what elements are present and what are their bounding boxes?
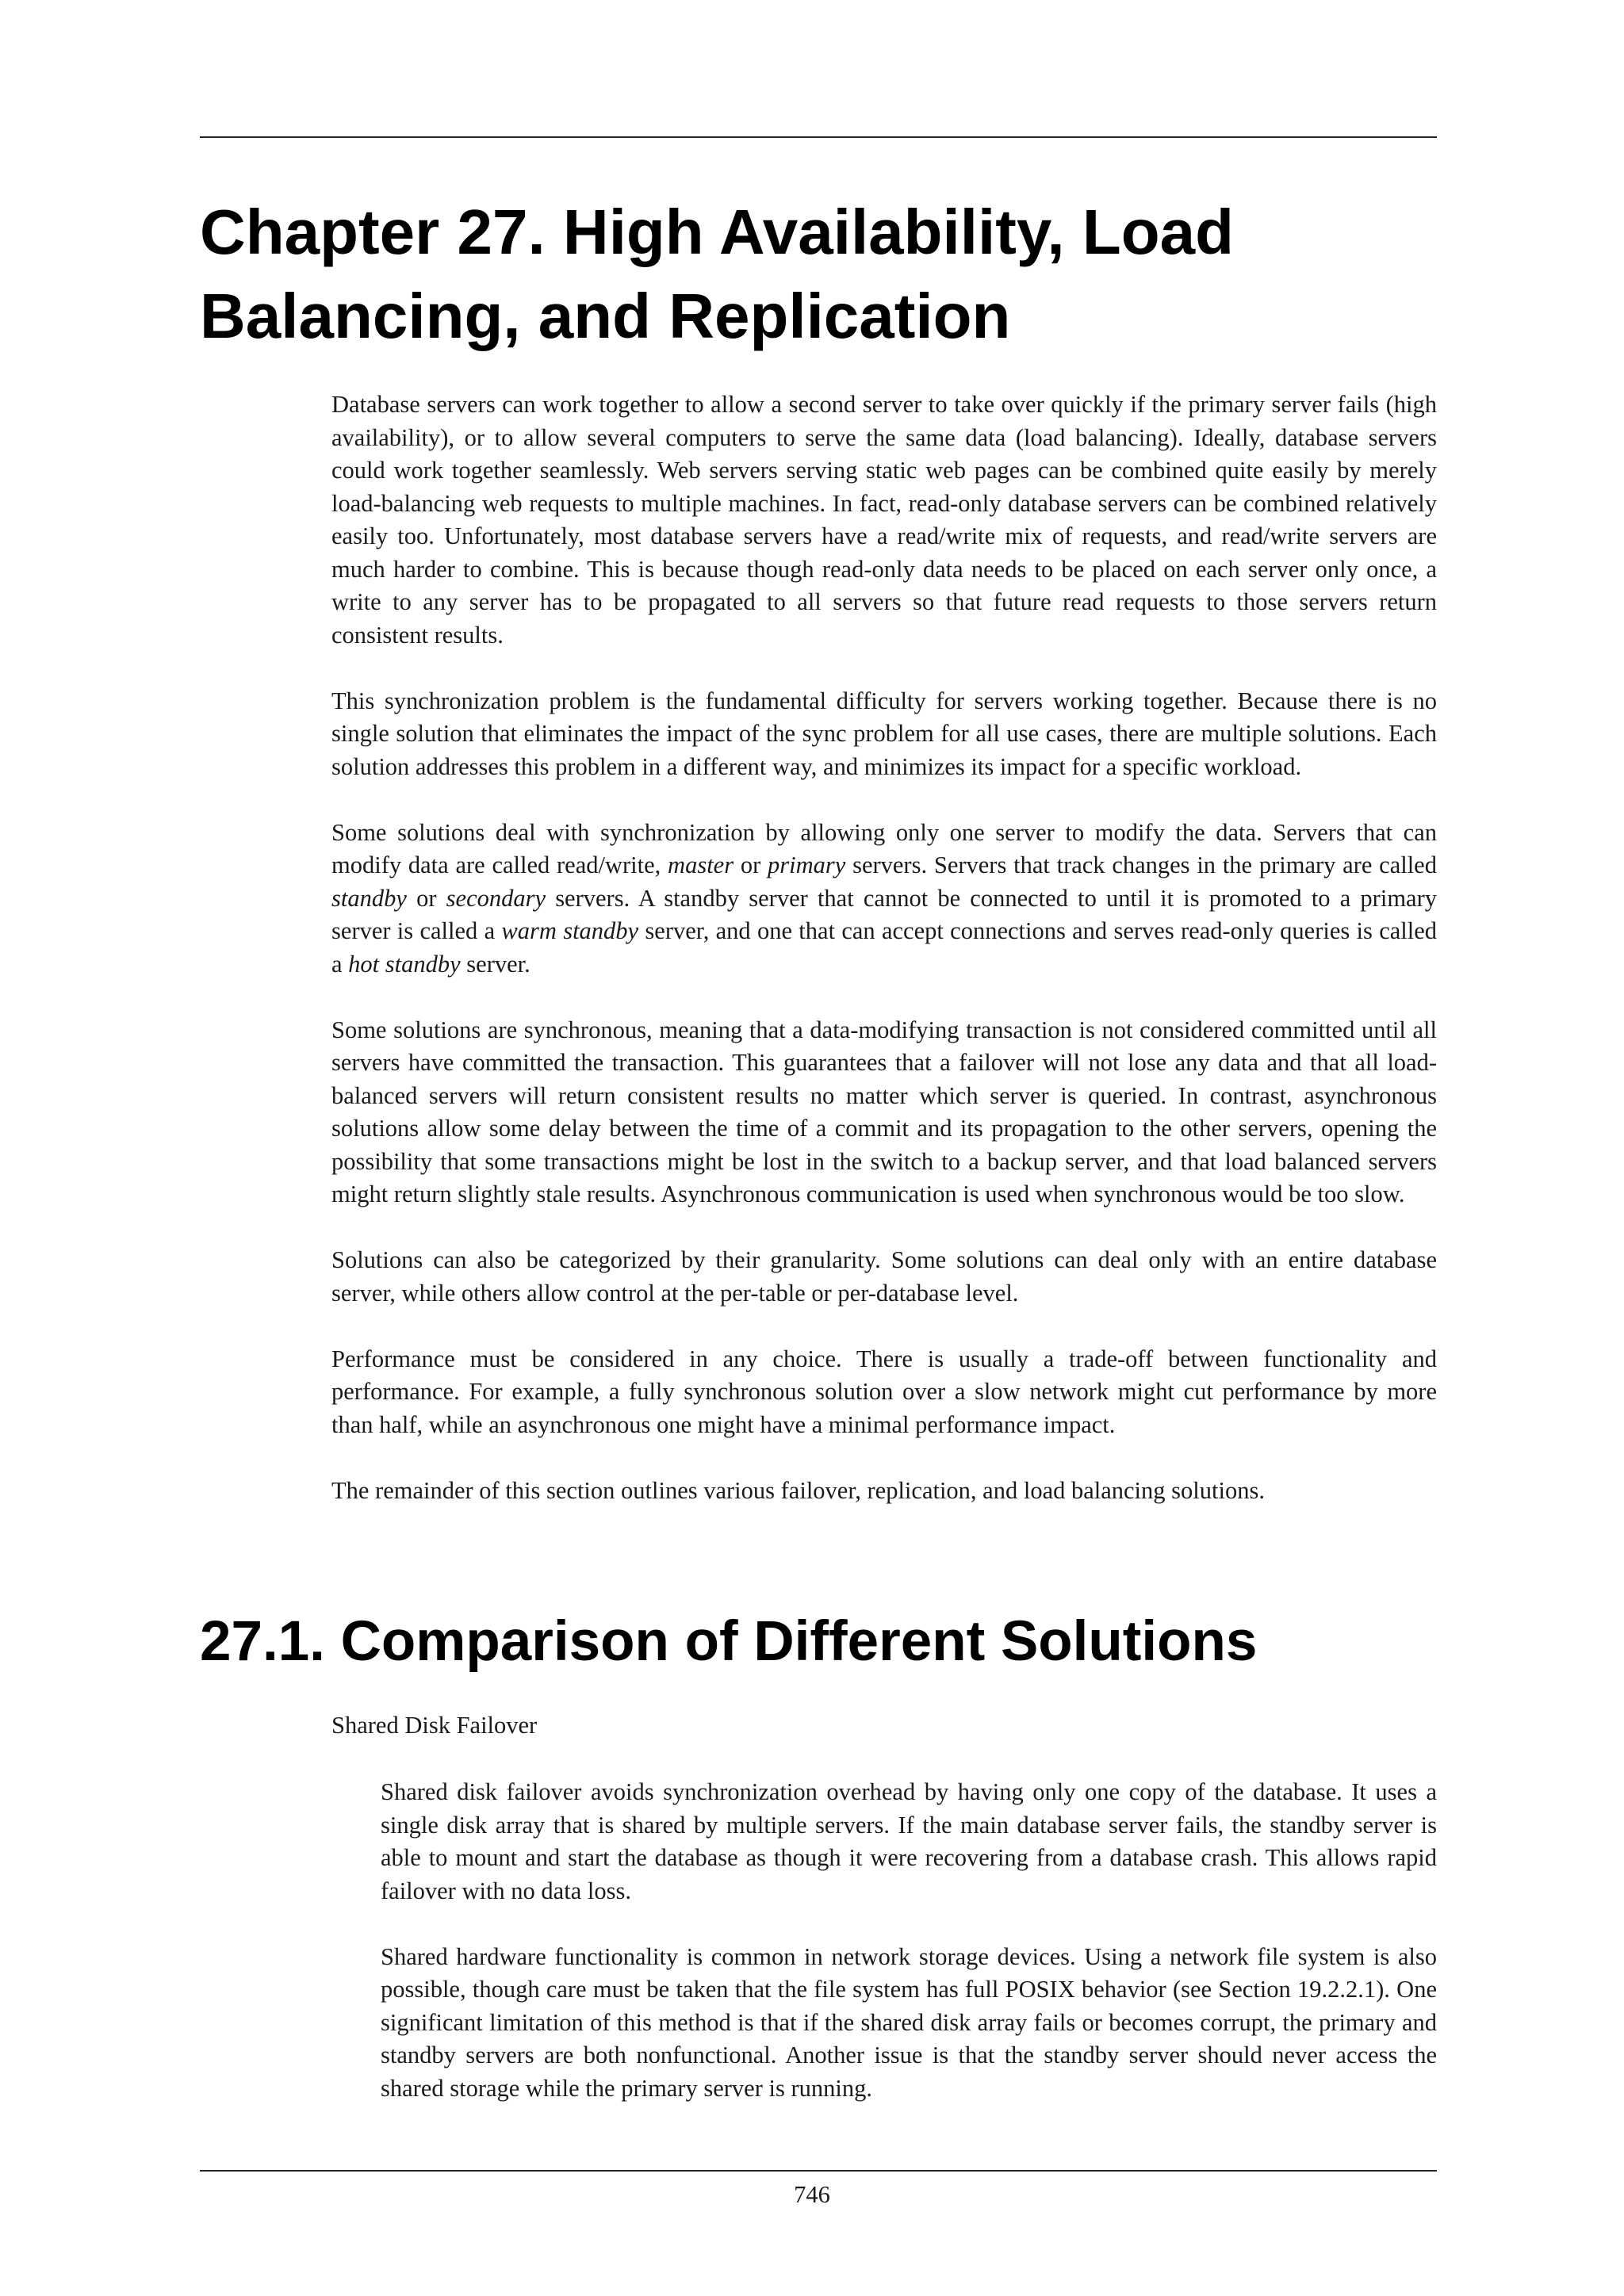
text-run: server, and one that can accept connections and serves read-only queries is called a [331,917,1438,978]
text-run: servers. Servers that track changes in the primary are called [845,851,1437,878]
section-title: 27.1. Comparison of Different Solutions [200,1610,1258,1673]
term-standby: standby [331,884,407,912]
text-run: servers. A standby server that cannot be connected to until it is promoted to a primary server is called a [331,884,1437,944]
intro-paragraph-7: The remainder of this section outlines various failover, replication, and load balancing solutions. [331,1476,1265,1504]
term-warm-standby: warm standby [501,917,639,944]
varlist-definition [381,1776,1437,2105]
intro-paragraph-3 [331,817,1437,982]
definition-paragraph-1: Shared disk failover avoids synchronization overhead by having only one copy of the database. It uses a single disk array that is shared by multiple servers. If the main database server fails, the standby server is able to mount and start the database as though it were recovering from a database crash. This allows rapid failover with no data loss. [381,1778,1437,1904]
page-number: 746 [794,2181,830,2208]
footer-rule [200,2170,1437,2172]
term-secondary: secondary [446,884,546,912]
intro-paragraph-1: Database servers can work together to allow a second server to take over quickly if the primary server fails (high availability), or to allow several computers to serve the same data (load balancing). Ideally, database servers could work together seamlessly. Web servers serving static web pages can be combined quite easily by merely load-balancing web requests to multiple machines. In fact, read-only database servers can be combined relatively easily too. Unfortunately, most database servers have a read/write mix of requests, and read/write servers are much harder to combine. This is because though read-only data needs to be placed on each server only once, a write to any server has to be propagated to all servers so that future read requests to those servers return consistent results. [331,391,1437,649]
text-run: Shared hardware functionality is common in network storage devices. Using a network file system is also possible, though care must be taken that the file system has full POSIX behavior (see Section 19.2.2.1). One significant limitation of this method is that if the shared disk array fails or becomes corrupt, the primary and standby servers are both nonfunctional. Another issue is that the standby server should never access the shared storage while the primary server is running. [381,1942,1437,2102]
intro-paragraph-5: Solutions can also be categorized by their granularity. Some solutions can deal only with an entire database server, while others allow control at the per-table or per-database level. [331,1246,1437,1307]
text-run: or [406,884,446,912]
text-run: Some solutions deal with synchronization by allowing only one server to modify the data. Servers that can modify data are called read/write, [331,818,1437,878]
chapter-intro [331,388,1437,1507]
intro-paragraph-4: Some solutions are synchronous, meaning that a data-modifying transaction is not considered committed until all servers have committed the transaction. This guarantees that a failover will not lose any data and that all load-balanced servers will return consistent results no matter which server is queried. In contrast, asynchronous solutions allow some delay between the time of a commit and its propagation to the other servers, opening the possibility that some transactions might be lost in the switch to a backup server, and that load balanced servers might return slightly stale results. Asynchronous communication is used when synchronous would be too slow. [331,1016,1437,1207]
header-rule [200,136,1437,138]
text-run: server. [460,950,530,978]
definition-paragraph-2 [381,1941,1437,2106]
chapter-title: Chapter 27. High Availability, Load Balancing, and Replication [200,197,1234,351]
term-master: master [668,851,734,878]
term-primary: primary [768,851,846,878]
intro-paragraph-6: Performance must be considered in any choice. There is usually a trade-off between functionality and performance. For example, a fully synchronous solution over a slow network might cut performance by more than half, while an asynchronous one might have a minimal performance impact. [331,1345,1437,1438]
intro-paragraph-2: This synchronization problem is the fundamental difficulty for servers working together. Because there is no single solution that eliminates the impact of the sync problem for all use cases, there are multiple solutions. Each solution addresses this problem in a different way, and minimizes its impact for a specific workload. [331,687,1437,780]
varlist-term-shared-disk-failover: Shared Disk Failover [331,1712,538,1739]
text-run: or [733,851,768,878]
term-hot-standby: hot standby [348,950,461,978]
